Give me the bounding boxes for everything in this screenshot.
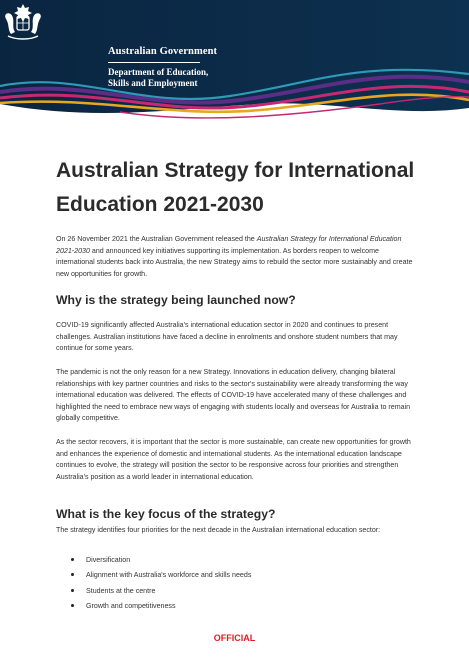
paragraph-priorities-intro: The strategy identifies four priorities for the next decade in the Australian international education sector:	[56, 526, 381, 534]
paragraph-sector-recovery: As the sector recovers, it is important that the sector is more sustainable, can create new opportunities for growth and enhances the experience of domestic and international students. As the international education landscape continues to evolve, the strategy will position the sector to be responsive across four priorities and strengthen Australia's position as a world leader in international education.	[56, 438, 411, 481]
bullet-icon	[71, 573, 74, 576]
page-title-line-2: Education 2021-2030	[56, 193, 264, 216]
header-banner	[0, 0, 469, 128]
priority-label: Diversification	[86, 556, 131, 564]
intro-paragraph	[56, 234, 416, 280]
intro-text-end: and announced key initiatives supporting its implementation. As borders reopen to welcome international students back into Australia, the new Strategy aims to rebuild the sector more sustainably and create new opportunities for growth.	[56, 246, 413, 278]
priority-label: Alignment with Australia's workforce and skills needs	[86, 571, 252, 580]
page-title-line-1: Australian Strategy for International	[56, 159, 415, 182]
list-item	[56, 571, 251, 586]
bullet-icon	[71, 589, 74, 592]
section-heading-focus: What is the key focus of the strategy?	[56, 507, 276, 521]
bullet-icon	[71, 604, 74, 607]
list-item	[56, 587, 251, 602]
department-name-line-1: Department of Education,	[108, 67, 209, 77]
priority-label: Growth and competitiveness	[86, 601, 176, 610]
list-item	[56, 556, 251, 571]
paragraph-pandemic-reasons: The pandemic is not the only reason for a new Strategy. Innovations in education delivery, changing bilateral relationships with key partner countries and risks to the sector's sustainability were already transforming the way international education was delivered. The effects of COVID-19 have accelerated many of these challenges and highlighted the need to embrace new ways of engaging with students locally and overseas for Australia to remain globally competitive.	[56, 368, 411, 423]
security-classification-label: OFFICIAL	[213, 633, 256, 643]
page-title	[56, 154, 436, 222]
intro-text-start: On 26 November 2021 the Australian Government released the	[56, 235, 257, 243]
section-heading-why: Why is the strategy being launched now?	[56, 293, 296, 307]
header-wave-graphic	[0, 0, 469, 128]
coat-of-arms-icon	[0, 0, 46, 44]
list-item	[56, 602, 251, 617]
logo-divider	[108, 62, 200, 63]
department-name-line-2: Skills and Employment	[108, 78, 198, 88]
priority-label: Students at the centre	[86, 586, 156, 595]
government-logo-text	[108, 46, 217, 89]
agency-name: Australian Government	[108, 46, 218, 57]
strategy-title-italic: Australian Strategy for International Education 2021-2030	[56, 235, 402, 255]
priorities-list	[56, 556, 251, 617]
bullet-icon	[71, 558, 74, 561]
paragraph-covid-impact: COVID-19 significantly affected Australia's international education sector in 2020 and continues to present challenges. Australian institutions have faced a decline in enrolments and onshore student numbers that may continue for some years.	[56, 321, 398, 353]
